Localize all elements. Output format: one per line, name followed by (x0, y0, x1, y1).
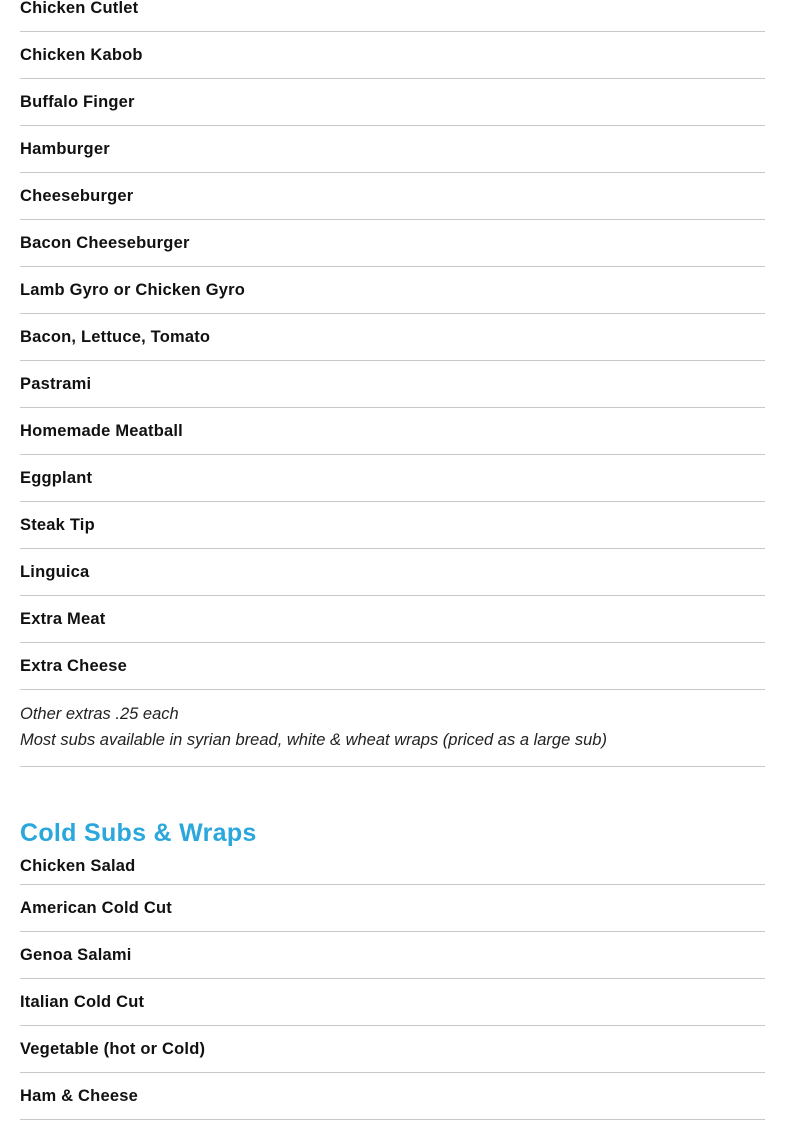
section-title-cold-subs: Cold Subs & Wraps (20, 819, 257, 847)
menu-item-chicken-cutlet: Chicken Cutlet (20, 0, 765, 32)
menu-item-extra-cheese: Extra Cheese (20, 643, 765, 690)
menu-item-chicken-salad: Chicken Salad (20, 848, 765, 885)
menu-item-linguica: Linguica (20, 549, 765, 596)
menu-item-ham-cheese: Ham & Cheese (20, 1073, 765, 1120)
menu-item-bacon-cheeseburger: Bacon Cheeseburger (20, 220, 765, 267)
menu-item-cheeseburger: Cheeseburger (20, 173, 765, 220)
menu-item-american-cold-cut: American Cold Cut (20, 885, 765, 932)
menu-page (20, 0, 765, 1120)
menu-item-blt: Bacon, Lettuce, Tomato (20, 314, 765, 361)
menu-item-genoa-salami: Genoa Salami (20, 932, 765, 979)
menu-item-italian-cold-cut: Italian Cold Cut (20, 979, 765, 1026)
menu-item-vegetable: Vegetable (hot or Cold) (20, 1026, 765, 1073)
menu-item-pastrami: Pastrami (20, 361, 765, 408)
menu-item-buffalo-finger: Buffalo Finger (20, 79, 765, 126)
note-bread-options: Most subs available in syrian bread, white & wheat wraps (priced as a large sub) (20, 731, 607, 749)
cold-subs-list (20, 848, 765, 1120)
menu-item-eggplant: Eggplant (20, 455, 765, 502)
menu-item-gyro: Lamb Gyro or Chicken Gyro (20, 267, 765, 314)
menu-item-homemade-meatball: Homemade Meatball (20, 408, 765, 455)
note-extras-price: Other extras .25 each (20, 705, 179, 723)
hot-subs-list (20, 0, 765, 690)
menu-item-extra-meat: Extra Meat (20, 596, 765, 643)
menu-item-steak-tip: Steak Tip (20, 502, 765, 549)
menu-item-hamburger: Hamburger (20, 126, 765, 173)
menu-notes (20, 690, 765, 767)
menu-item-chicken-kabob: Chicken Kabob (20, 32, 765, 79)
